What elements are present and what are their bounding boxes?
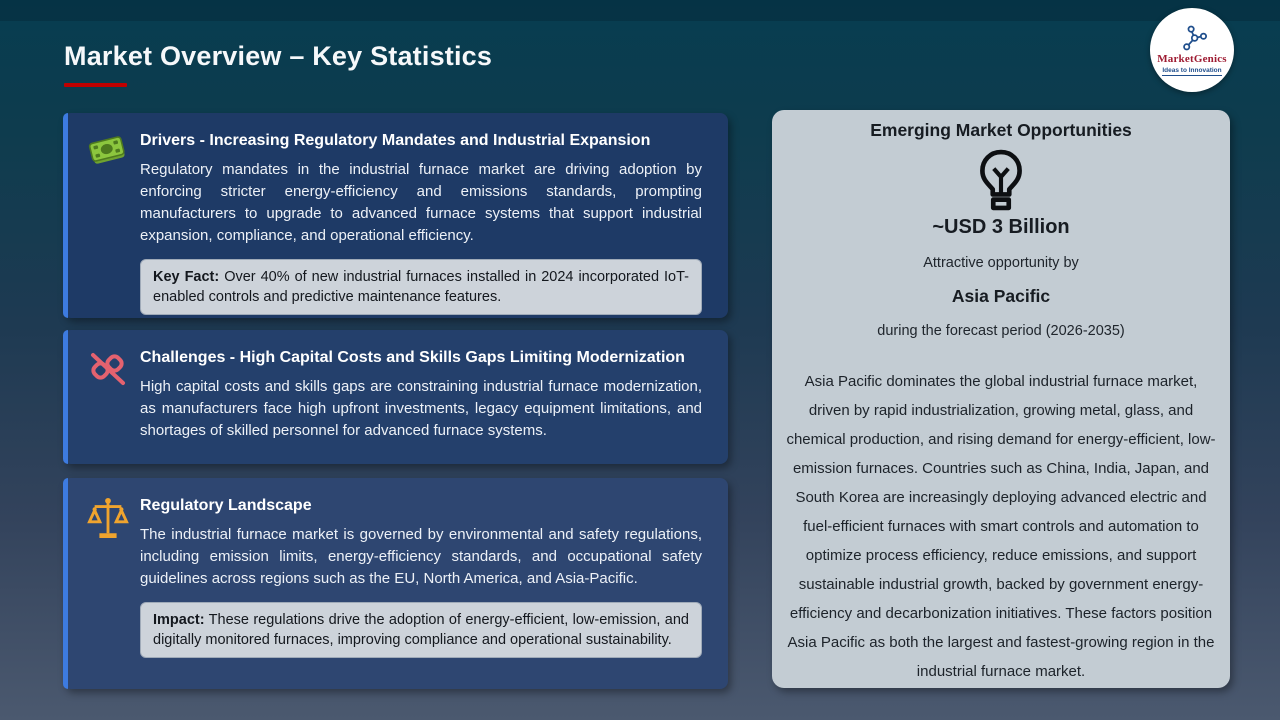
money-icon — [87, 131, 127, 171]
broken-link-icon — [87, 348, 127, 388]
opportunity-panel — [772, 110, 1230, 688]
key-fact-label: Key Fact: — [153, 269, 220, 285]
card-challenges — [63, 330, 728, 464]
opportunity-subtitle: Attractive opportunity by — [923, 255, 1079, 271]
card-regulatory — [63, 478, 728, 689]
card-title: Challenges - High Capital Costs and Skills Gaps Limiting Modernization — [140, 349, 685, 366]
card-body: Regulatory mandates in the industrial furnace market are driving adoption by enforcing stricter energy-efficiency and emissions standards, prompting manufacturers to upgrade to advanced furnace systems that support industrial expansion, compliance, and operational efficiency. — [140, 161, 702, 244]
card-drivers — [63, 113, 728, 318]
impact-box — [140, 602, 702, 658]
card-body: The industrial furnace market is governed by environmental and safety regulations, including emission limits, energy-efficiency standards, and occupational safety guidelines across regions such as the EU, North America, and Asia-Pacific. — [140, 526, 702, 587]
logo-name: MarketGenics — [1157, 53, 1227, 65]
lightbulb-icon — [772, 149, 1230, 216]
opportunity-value: ~USD 3 Billion — [932, 216, 1070, 238]
opportunity-description: Asia Pacific dominates the global industrial furnace market, driven by rapid industrialization, growing metal, glass, and chemical production, and rising demand for energy-efficient, low-emission furnaces. Countries such as China, India, Japan, and South Korea are increasingly deploying advanced electric and fuel-efficient furnaces with smart controls and automation to optimize process efficiency, reduce emissions, and support sustainable industrial growth, backed by government energy-efficiency and decarbonization initiatives. These factors position Asia Pacific as both the largest and fastest-growing region in the industrial furnace market. — [786, 373, 1216, 680]
scales-icon — [87, 496, 127, 536]
impact-text: These regulations drive the adoption of energy-efficient, low-emission, and digitally monitored furnaces, improving compliance and operational sustainability. — [153, 612, 689, 648]
key-fact-box — [140, 259, 702, 315]
card-body: High capital costs and skills gaps are constraining industrial furnace modernization, as manufacturers face high upfront investments, legacy equipment limitations, and shortages of skilled personnel for advanced furnace systems. — [140, 378, 702, 439]
opportunity-region: Asia Pacific — [951, 286, 1051, 306]
card-title: Regulatory Landscape — [140, 497, 312, 514]
logo-tagline: Ideas to Innovation — [1162, 67, 1222, 74]
impact-label: Impact: — [153, 612, 205, 628]
key-fact-text: Over 40% of new industrial furnaces installed in 2024 incorporated IoT-enabled controls and predictive maintenance features. — [153, 269, 690, 305]
page-title: Market Overview – Key Statistics — [64, 41, 493, 71]
title-underline — [64, 83, 127, 87]
marketgenics-logo — [1150, 8, 1234, 92]
top-accent-bar — [0, 0, 1280, 21]
opportunity-period: during the forecast period (2026-2035) — [877, 323, 1125, 339]
card-title: Drivers - Increasing Regulatory Mandates and Industrial Expansion — [140, 132, 651, 149]
panel-title: Emerging Market Opportunities — [870, 120, 1132, 140]
molecule-icon — [1177, 24, 1207, 53]
